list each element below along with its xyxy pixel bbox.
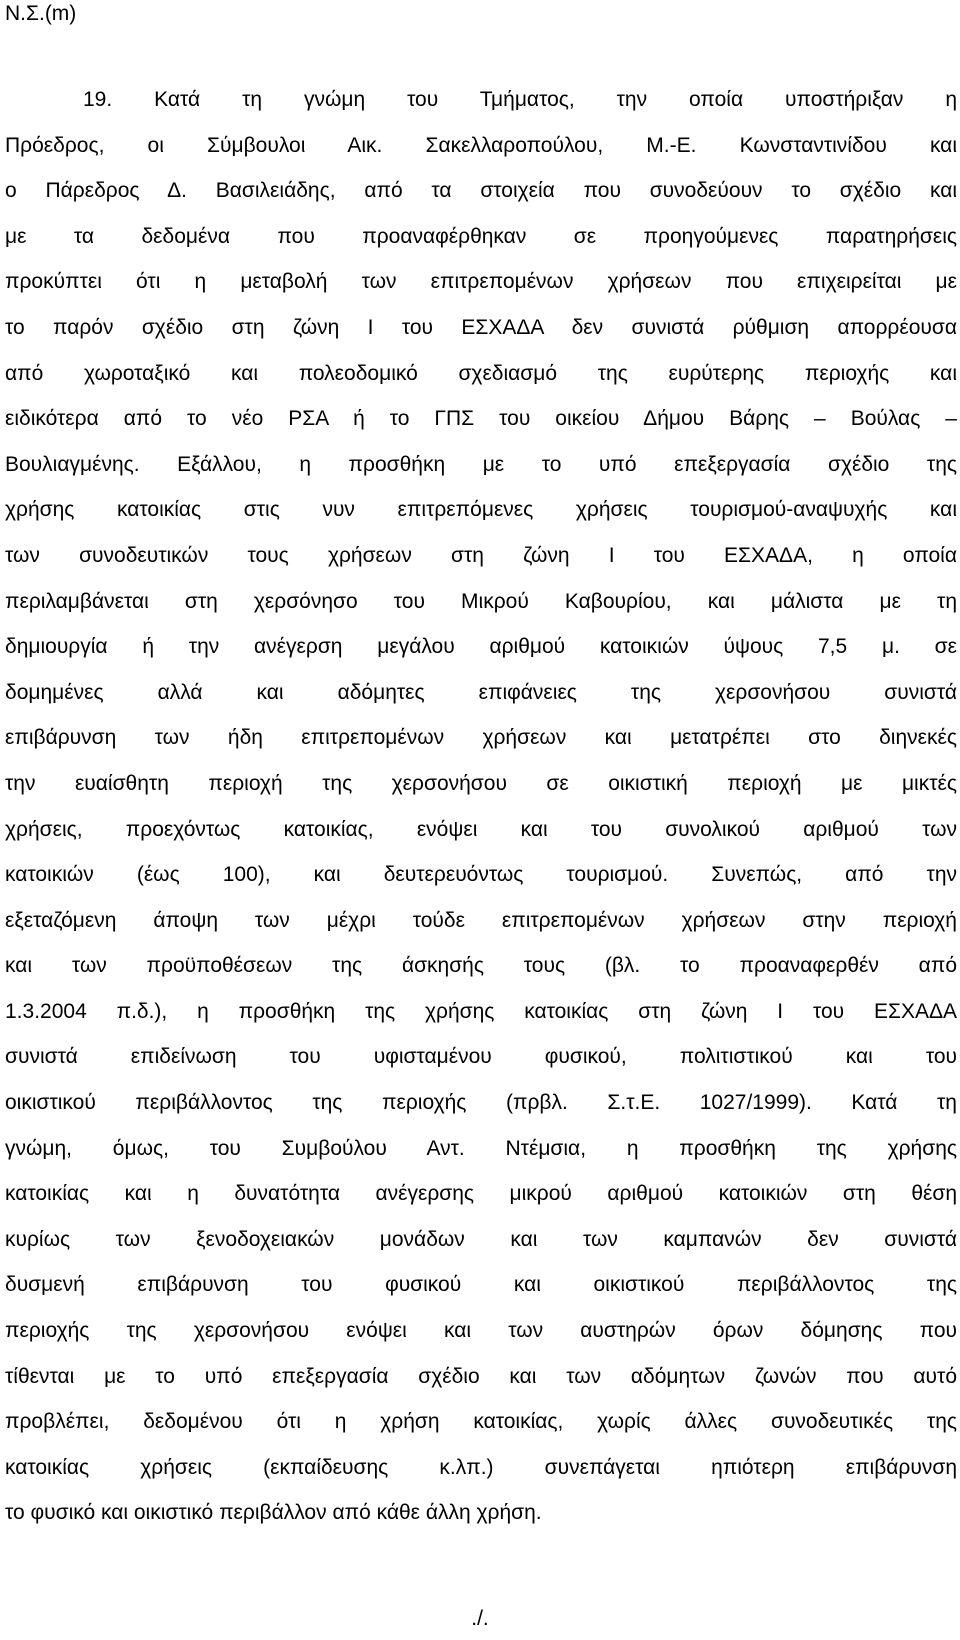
paragraph-line: με τα δεδομένα που προαναφέρθηκαν σε προηγούμενες παρατηρήσεις: [5, 224, 957, 248]
paragraph-line: περιοχής της χερσονήσου ενόψει και των αυστηρών όρων δόμησης που: [5, 1319, 957, 1343]
paragraph-line: δημιουργία ή την ανέγερση μεγάλου αριθμού κατοικιών ύψους 7,5 μ. σε: [5, 635, 957, 659]
paragraph-19: [5, 82, 957, 1541]
paragraph-line: περιλαμβάνεται στη χερσόνησο του Μικρού Καβουρίου, και μάλιστα με τη: [5, 589, 957, 613]
paragraph-line: χρήσης κατοικίας στις νυν επιτρεπόμενες χρήσεις τουρισμού-αναψυχής και: [5, 498, 957, 522]
paragraph-line: την ευαίσθητη περιοχή της χερσονήσου σε οικιστική περιοχή με μικτές: [5, 771, 957, 795]
paragraph-line: κατοικίας και η δυνατότητα ανέγερσης μικρού αριθμού κατοικιών στη θέση: [5, 1182, 957, 1206]
paragraph-line: οικιστικού περιβάλλοντος της περιοχής (πρβλ. Σ.τ.Ε. 1027/1999). Κατά τη: [5, 1091, 957, 1115]
paragraph-line: και των προϋποθέσεων της άσκησής τους (βλ. το προαναφερθέν από: [5, 954, 957, 978]
paragraph-line: χρήσεις, προεχόντως κατοικίας, ενόψει και του συνολικού αριθμού των: [5, 817, 957, 841]
paragraph-line: ειδικότερα από το νέο ΡΣΑ ή το ΓΠΣ του οικείου Δήμου Βάρης – Βούλας –: [5, 407, 957, 431]
paragraph-line: κατοικιών (έως 100), και δευτερευόντως τουρισμού. Συνεπώς, από την: [5, 863, 957, 887]
paragraph-line: από χωροταξικό και πολεοδομικό σχεδιασμό της ευρύτερης περιοχής και: [5, 361, 957, 385]
paragraph-line: κατοικίας χρήσεις (εκπαίδευσης κ.λπ.) συνεπάγεται ηπιότερη επιβάρυνση: [5, 1455, 957, 1479]
page-end-mark: ./.: [471, 1607, 489, 1630]
paragraph-line: επιβάρυνση των ήδη επιτρεπομένων χρήσεων και μετατρέπει στο διηνεκές: [5, 726, 957, 750]
paragraph-line: 19. Κατά τη γνώμη του Τμήματος, την οποία υποστήριξαν η: [83, 88, 957, 111]
paragraph-line: 1.3.2004 π.δ.), η προσθήκη της χρήσης κατοικίας στη ζώνη Ι του ΕΣΧΑΔΑ: [5, 999, 957, 1023]
paragraph-line: Βουλιαγμένης. Εξάλλου, η προσθήκη με το υπό επεξεργασία σχέδιο της: [5, 452, 957, 476]
paragraph-line: δομημένες αλλά και αδόμητες επιφάνειες της χερσονήσου συνιστά: [5, 680, 957, 704]
paragraph-line: των συνοδευτικών τους χρήσεων στη ζώνη Ι του ΕΣΧΑΔΑ, η οποία: [5, 543, 957, 567]
paragraph-line: προβλέπει, δεδομένου ότι η χρήση κατοικίας, χωρίς άλλες συνοδευτικές της: [5, 1410, 957, 1434]
paragraph-line: εξεταζόμενη άποψη των μέχρι τούδε επιτρεπομένων χρήσεων στην περιοχή: [5, 908, 957, 932]
paragraph-line: το φυσικό και οικιστικό περιβάλλον από κάθε άλλη χρήση.: [5, 1501, 542, 1525]
paragraph-line: ο Πάρεδρος Δ. Βασιλειάδης, από τα στοιχεία που συνοδεύουν το σχέδιο και: [5, 179, 957, 203]
paragraph-line: το παρόν σχέδιο στη ζώνη Ι του ΕΣΧΑΔΑ δεν συνιστά ρύθμιση απορρέουσα: [5, 315, 957, 339]
paragraph-line: συνιστά επιδείνωση του υφισταμένου φυσικού, πολιτιστικού και του: [5, 1045, 957, 1069]
paragraph-line: κυρίως των ξενοδοχειακών μονάδων και των καμπανών δεν συνιστά: [5, 1227, 957, 1251]
paragraph-line: Πρόεδρος, οι Σύμβουλοι Αικ. Σακελλαροπούλου, Μ.-Ε. Κωνσταντινίδου και: [5, 133, 957, 157]
document-header-label: Ν.Σ.(m): [5, 2, 77, 25]
paragraph-line: προκύπτει ότι η μεταβολή των επιτρεπομένων χρήσεων που επιχειρείται με: [5, 270, 957, 294]
paragraph-line: δυσμενή επιβάρυνση του φυσικού και οικιστικού περιβάλλοντος της: [5, 1273, 957, 1297]
paragraph-line: τίθενται με το υπό επεξεργασία σχέδιο και των αδόμητων ζωνών που αυτό: [5, 1364, 957, 1388]
paragraph-line: γνώμη, όμως, του Συμβούλου Αντ. Ντέμσια, η προσθήκη της χρήσης: [5, 1136, 957, 1160]
